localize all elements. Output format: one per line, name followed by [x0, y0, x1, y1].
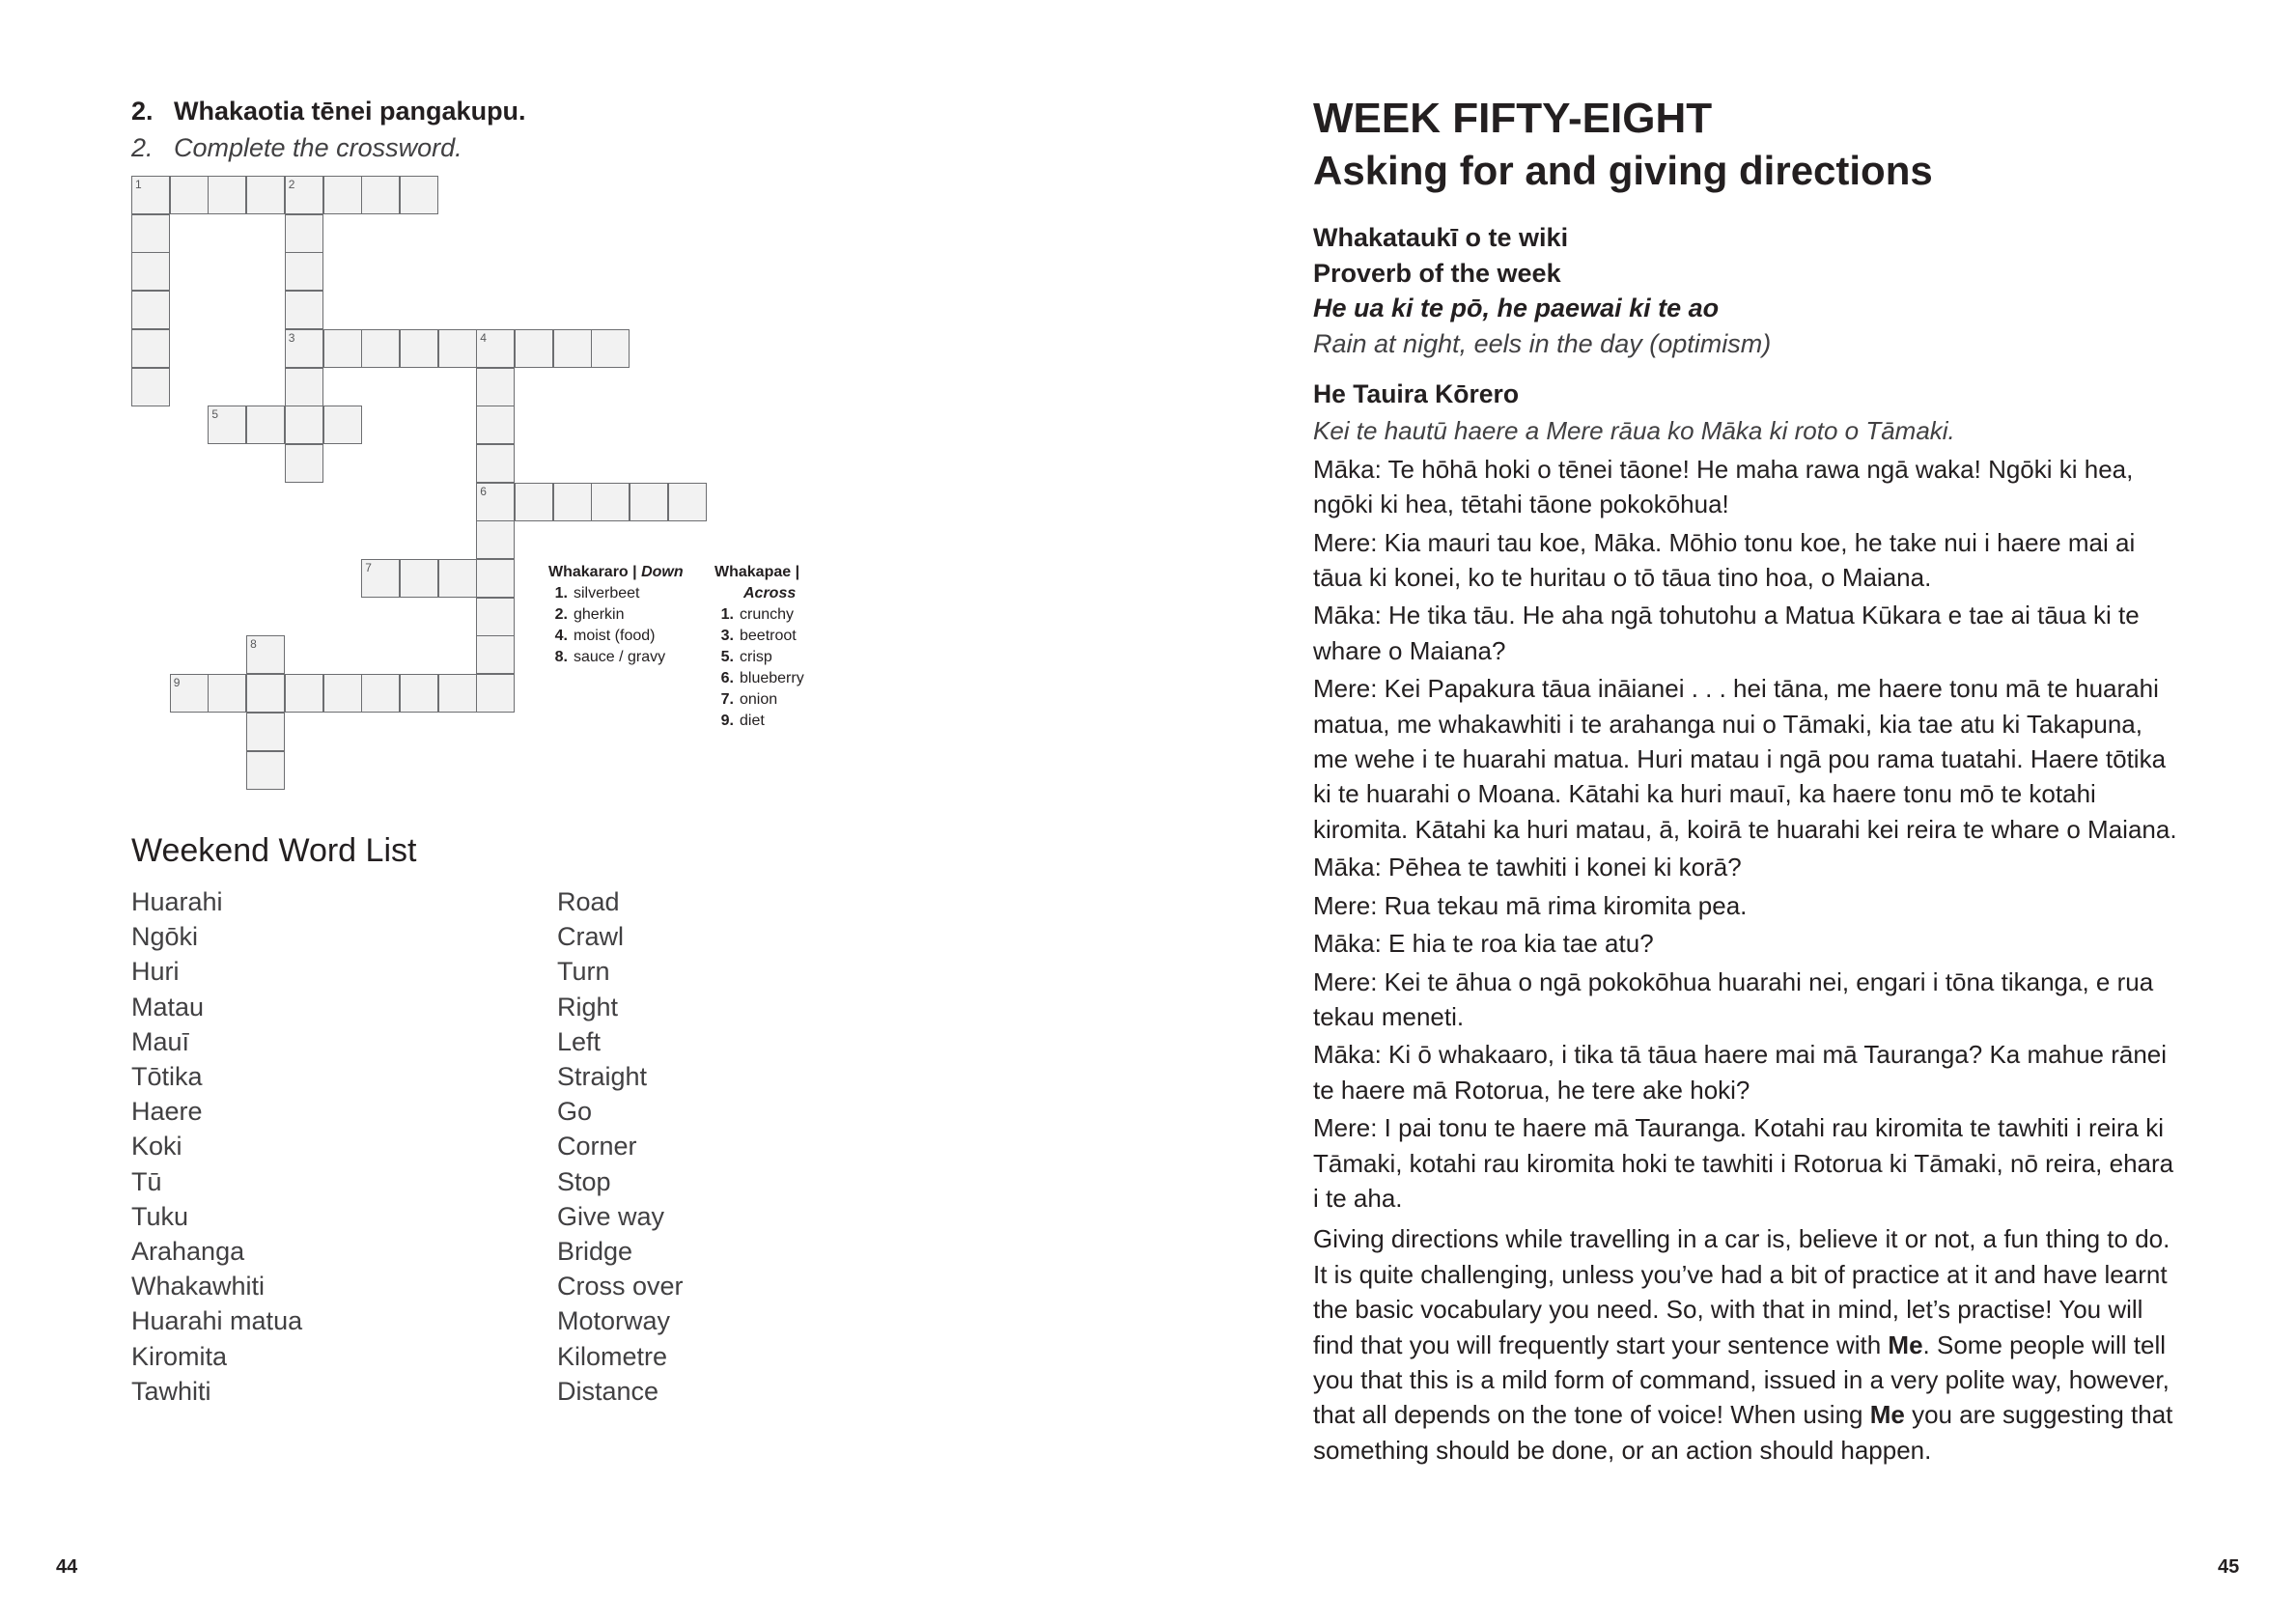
dialogue-line: Māka: Te hōhā hoki o tēnei tāone! He maha rawa ngā waka! Ngōki ki hea, ngōki ki hea, tētahi tāone pokokōhua! [1313, 454, 2134, 519]
crossword-cell[interactable] [515, 483, 553, 521]
word-english: Right [557, 992, 619, 1021]
exercise-title-english: Complete the crossword. [174, 133, 462, 162]
crossword-cell[interactable] [476, 559, 515, 598]
crossword-cell[interactable] [323, 674, 362, 713]
crossword-cell[interactable] [591, 483, 630, 521]
crossword-cell[interactable] [131, 214, 170, 253]
clue-text: moist (food) [574, 628, 656, 644]
crossword-cell[interactable] [515, 329, 553, 368]
clue-text: blueberry [740, 670, 804, 686]
word-maori: Tuku [131, 1201, 189, 1231]
scene-description: Kei te hautū haere a Mere rāua ko Māka ki roto o Tāmaki. [1313, 416, 1955, 446]
crossword-cell[interactable] [630, 483, 668, 521]
word-maori: Arahanga [131, 1237, 245, 1267]
crossword-cell[interactable] [476, 520, 515, 559]
word-list-title: Weekend Word List [131, 832, 417, 869]
dialogue-line: Mere: Kei te āhua o ngā pokokōhua huarahi nei, engari i tōna tikanga, e rua tekau meneti. [1313, 966, 2154, 1031]
crossword-cell[interactable] [400, 559, 438, 598]
clue-text: onion [740, 691, 778, 708]
crossword-clue-number: 8 [250, 637, 257, 652]
down-clue [548, 647, 684, 668]
week-title: WEEK FIFTY-EIGHT [1313, 95, 1713, 142]
crossword-cell[interactable] [208, 176, 246, 214]
crossword-cell[interactable] [208, 406, 246, 444]
across-clues [714, 562, 804, 732]
explanation-keyword-2: Me [1869, 1400, 1905, 1430]
crossword-cell[interactable] [285, 214, 323, 253]
crossword-cell[interactable] [170, 674, 209, 713]
crossword-clue-number: 5 [211, 407, 219, 422]
down-clue [548, 604, 684, 626]
clue-number: 1. [720, 606, 734, 623]
dialogue-line: Mere: I pai tonu te haere mā Tauranga. Kotahi rau kiromita te tawhiti i reira ki Tāmaki, kotahi rau kiromita hoki te tawhiti i Rotorua ki Tāmaki, nō reira, ehara i te aha. [1313, 1113, 2174, 1213]
across-header [714, 562, 804, 583]
word-maori: Tū [131, 1166, 162, 1196]
clue-text: sauce / gravy [574, 649, 666, 665]
word-maori: Huarahi matua [131, 1306, 303, 1336]
crossword-cell[interactable] [476, 329, 515, 368]
dialogue-line: Māka: Ki ō whakaaro, i tika tā tāua haere mai mā Tauranga? Ka mahue rānei te haere mā Rotorua, he tere ake hoki? [1313, 1040, 2168, 1105]
crossword-cell[interactable] [131, 291, 170, 329]
crossword-cell[interactable] [400, 176, 438, 214]
explanation-part-2: . Some people will tell you that this is a mild form of command, issued in a very polite way, however, that all depends on the tone of voice! When using [1313, 1329, 2170, 1430]
crossword-cell[interactable] [438, 674, 477, 713]
word-maori: Whakawhiti [131, 1272, 266, 1301]
crossword-cell[interactable] [285, 176, 323, 214]
word-maori: Tōtika [131, 1062, 203, 1092]
proverb-label-maori: Whakataukī o te wiki [1313, 223, 1569, 252]
crossword-cell[interactable] [246, 751, 285, 790]
crossword-cell[interactable] [323, 176, 362, 214]
clue-number: 1. [554, 585, 568, 602]
word-english: Stop [557, 1166, 611, 1196]
down-clues [548, 562, 684, 668]
word-list-maori-column [131, 884, 302, 1409]
word-maori: Matau [131, 992, 205, 1021]
clue-number: 2. [554, 606, 568, 623]
word-english: Crawl [557, 922, 625, 952]
crossword-cell[interactable] [246, 635, 285, 674]
crossword-cell[interactable] [553, 329, 592, 368]
across-clue [714, 647, 804, 668]
crossword-cell[interactable] [476, 635, 515, 674]
crossword-cell[interactable] [208, 674, 246, 713]
across-header-label: Whakapae | [714, 564, 800, 580]
across-clue [714, 626, 804, 647]
across-header-second-line [714, 583, 804, 604]
clue-number: 8. [554, 649, 568, 665]
word-maori: Tawhiti [131, 1376, 211, 1406]
crossword-cell[interactable] [246, 176, 285, 214]
crossword-cell[interactable] [361, 559, 400, 598]
crossword-cell[interactable] [246, 674, 285, 713]
page-number-left: 44 [56, 1556, 78, 1578]
explanation-paragraph [1313, 1221, 2182, 1468]
word-maori: Huri [131, 957, 180, 987]
word-maori: Ngōki [131, 922, 199, 952]
crossword-cell[interactable] [361, 176, 400, 214]
dialogue-line: Māka: E hia te roa kia tae atu? [1313, 929, 1654, 959]
crossword-cell[interactable] [476, 483, 515, 521]
exercise-title-maori: Whakaotia tēnei pangakupu. [174, 97, 526, 126]
proverb-block [1313, 220, 1771, 361]
proverb-label-english: Proverb of the week [1313, 258, 1561, 288]
crossword-cell[interactable] [131, 329, 170, 368]
dialogue-section [1313, 377, 2182, 1468]
crossword-cell[interactable] [668, 483, 707, 521]
clue-number: 3. [720, 628, 734, 644]
dialogue-line: Mere: Rua tekau mā rima kiromita pea. [1313, 890, 1748, 920]
word-maori: Koki [131, 1132, 182, 1161]
crossword-clue-number: 3 [288, 330, 295, 345]
word-maori: Huarahi [131, 887, 223, 916]
crossword-cell[interactable] [285, 252, 323, 291]
word-english: Go [557, 1097, 593, 1127]
down-clue-list [548, 583, 684, 668]
word-list-english-column [557, 884, 684, 1409]
crossword-cell[interactable] [400, 329, 438, 368]
proverb-english: Rain at night, eels in the day (optimism) [1313, 328, 1772, 358]
exercise-number-italic: 2. [131, 133, 154, 162]
crossword-clue-number: 2 [288, 178, 295, 191]
crossword-cell[interactable] [361, 329, 400, 368]
crossword-clue-number: 1 [135, 178, 142, 191]
down-header [548, 562, 684, 583]
crossword-cell[interactable] [285, 291, 323, 329]
clue-number: 6. [720, 670, 734, 686]
explanation-part-3: you are suggesting that something should be done, or an action should happen. [1313, 1400, 2173, 1465]
crossword-cell[interactable] [400, 674, 438, 713]
page-number-right: 45 [2218, 1556, 2240, 1578]
word-english: Distance [557, 1376, 659, 1406]
clue-text: diet [740, 713, 765, 729]
dialogue-line: Mere: Kei Papakura tāua ināianei . . . hei tāna, me haere tonu mā te huarahi matua, me whakawhiti i te arahanga nui o Tāmaki, kia tae atu ki Takapuna, me wehe i te huarahi matua. Huri matau i ngā pou rama tuatahi. Haere tōtika ki te huarahi o Moana. Kātahi ka huri mauī, ka haere tonu mō te kotahi kiromita. Kātahi ka huri matau, ā, koirā te huarahi kei reira te whare o Maiana. [1313, 674, 2177, 844]
crossword-cell[interactable] [246, 713, 285, 751]
crossword-cell[interactable] [285, 674, 323, 713]
word-english: Road [557, 887, 620, 916]
proverb-maori: He ua ki te pō, he paewai ki te ao [1313, 294, 1720, 322]
crossword-clue-number: 4 [480, 330, 487, 345]
word-english: Cross over [557, 1272, 684, 1301]
word-maori: Mauī [131, 1026, 190, 1056]
word-english: Give way [557, 1201, 665, 1231]
across-clue [714, 668, 804, 689]
down-clue [548, 583, 684, 604]
down-header-italic: Down [641, 564, 684, 580]
word-english: Straight [557, 1062, 648, 1092]
clue-number: 7. [720, 691, 734, 708]
word-maori: Haere [131, 1097, 203, 1127]
exercise-title [131, 97, 526, 126]
crossword-cell[interactable] [476, 674, 515, 713]
clue-text: gherkin [574, 606, 625, 623]
crossword-cell[interactable] [438, 559, 477, 598]
crossword-cell[interactable] [476, 406, 515, 444]
down-header-label: Whakararo | [548, 564, 642, 580]
across-clue [714, 604, 804, 626]
clue-number: 9. [720, 713, 734, 729]
word-english: Left [557, 1026, 602, 1056]
section-title: He Tauira Kōrero [1313, 379, 1520, 408]
exercise-number: 2. [131, 97, 154, 126]
crossword-cell[interactable] [131, 176, 170, 214]
crossword-cell[interactable] [591, 329, 630, 368]
crossword-cell[interactable] [476, 444, 515, 483]
crossword-clue-number: 6 [480, 484, 487, 498]
crossword-cell[interactable] [131, 252, 170, 291]
clue-number: 4. [554, 628, 568, 644]
clue-number: 5. [720, 649, 734, 665]
crossword-cell[interactable] [131, 368, 170, 406]
word-english: Turn [557, 957, 610, 987]
explanation-keyword-1: Me [1888, 1329, 1923, 1359]
dialogue-list [1313, 452, 2182, 1217]
dialogue-line: Māka: Pēhea te tawhiti i konei ki korā? [1313, 853, 1742, 882]
crossword-cell[interactable] [553, 483, 592, 521]
word-english: Bridge [557, 1237, 633, 1267]
crossword-clue-number: 9 [173, 676, 181, 690]
down-clue [548, 626, 684, 647]
week-subtitle: Asking for and giving directions [1313, 148, 1933, 193]
crossword-cell[interactable] [285, 368, 323, 406]
dialogue-line: Mere: Kia mauri tau koe, Māka. Mōhio tonu koe, he take nui i haere mai ai tāua ki konei, ko te huritau o tō tāua tino hoa, o Maiana. [1313, 527, 2136, 593]
crossword-clue-number: 7 [365, 561, 372, 574]
crossword-cell[interactable] [323, 329, 362, 368]
across-clue [714, 689, 804, 711]
across-clue-list [714, 604, 804, 732]
word-english: Motorway [557, 1306, 671, 1336]
across-header-italic: Across [743, 585, 797, 602]
crossword-cell[interactable] [246, 406, 285, 444]
clue-text: beetroot [740, 628, 797, 644]
dialogue-line: Māka: He tika tāu. He aha ngā tohutohu a Matua Kūkara e tae ai tāua ki te whare o Maiana? [1313, 601, 2140, 665]
crossword-cell[interactable] [323, 406, 362, 444]
crossword-cell[interactable] [285, 444, 323, 483]
crossword-cell[interactable] [170, 176, 209, 214]
across-clue [714, 711, 804, 732]
word-english: Kilometre [557, 1341, 668, 1371]
crossword-cell[interactable] [476, 598, 515, 636]
word-maori: Kiromita [131, 1341, 228, 1371]
crossword-cell[interactable] [438, 329, 477, 368]
crossword-cell[interactable] [285, 329, 323, 368]
clue-text: silverbeet [574, 585, 640, 602]
crossword-cell[interactable] [285, 406, 323, 444]
exercise-subtitle [131, 133, 462, 163]
clue-text: crisp [740, 649, 772, 665]
explanation-part-1: Giving directions while travelling in a car is, believe it or not, a fun thing to do. It is quite challenging, unless you’ve had a bit of practice at it and have learnt the basic vocabulary you need. So, with that in mind, let’s practise! You will find that you will frequently start your sentence with [1313, 1224, 2170, 1359]
crossword-cell[interactable] [361, 674, 400, 713]
crossword-cell[interactable] [476, 368, 515, 406]
clue-text: crunchy [740, 606, 795, 623]
word-english: Corner [557, 1132, 637, 1161]
